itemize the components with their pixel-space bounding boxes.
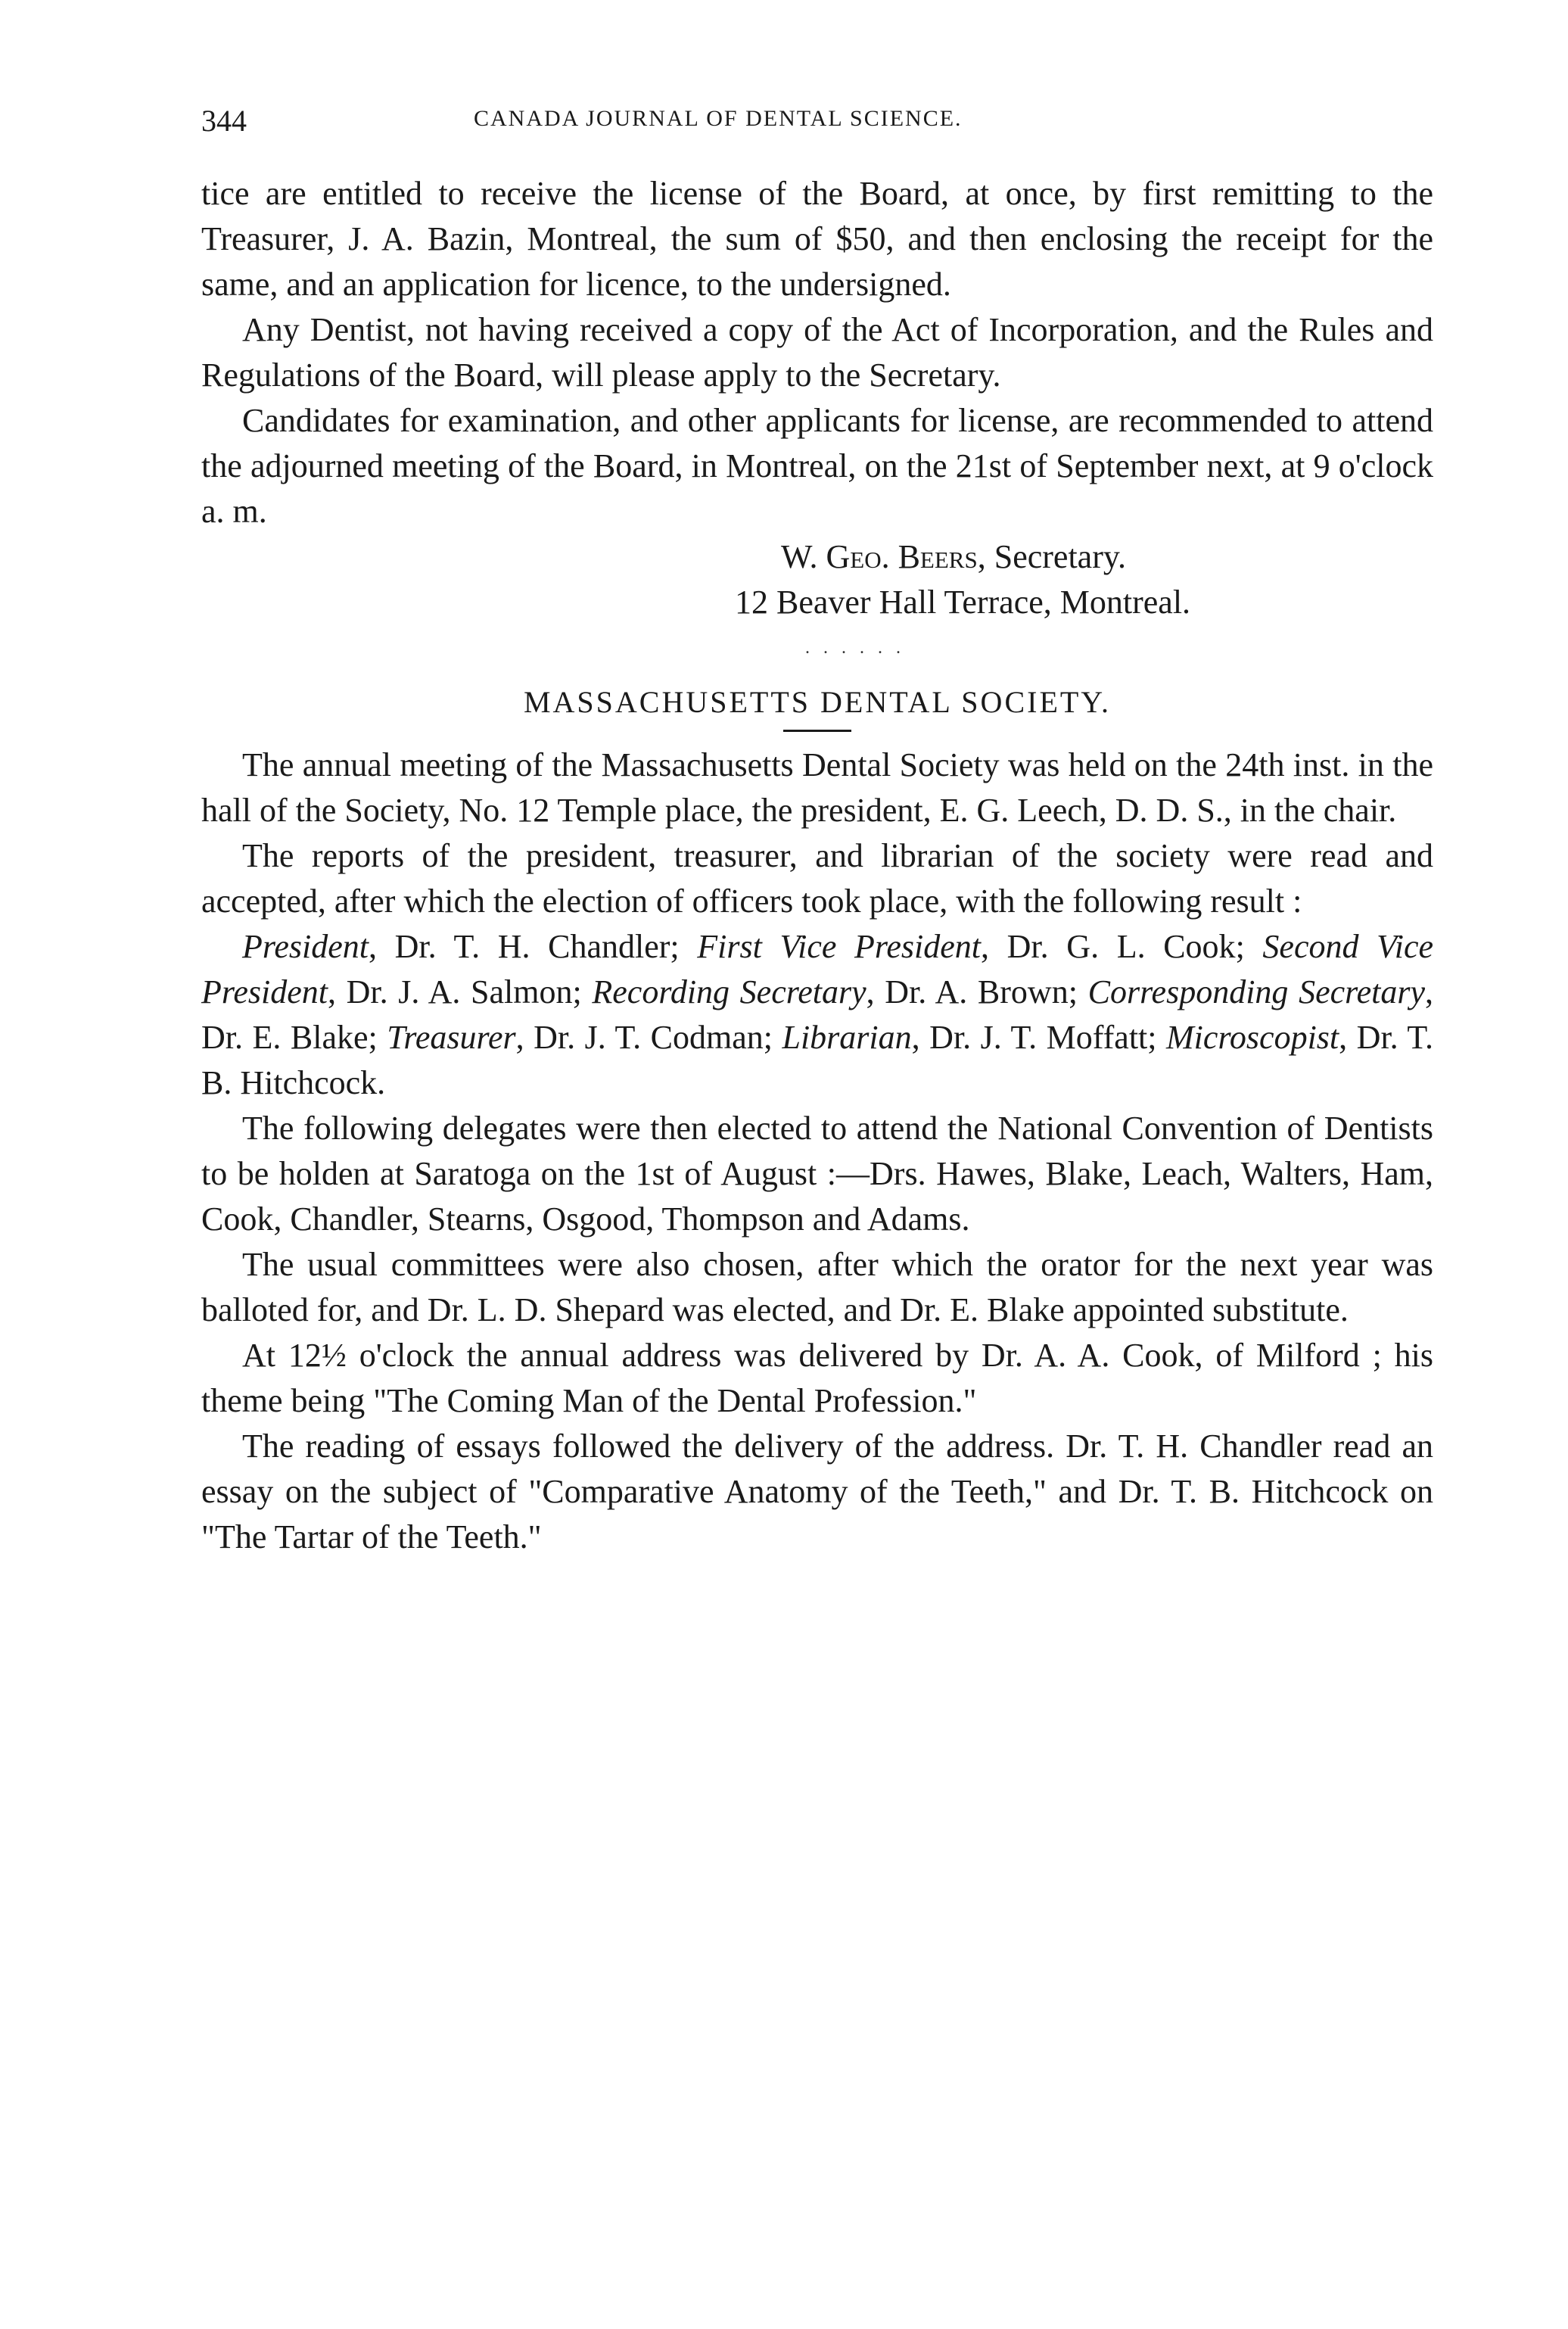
- officer-role: Corresponding Secretary: [1087, 973, 1426, 1010]
- heading-rule: [783, 730, 851, 732]
- officer-name: Dr. A. Brown: [885, 973, 1069, 1010]
- officer-role: Librarian: [782, 1019, 912, 1056]
- signature-line: [781, 534, 1433, 580]
- officer-role: Second Vice President: [201, 928, 1434, 1010]
- officer-role: Treasurer: [387, 1019, 516, 1056]
- document-page: [201, 98, 1433, 1560]
- society-section: [201, 743, 1433, 1560]
- officer-role: Recording Secretary: [592, 973, 866, 1010]
- society-paragraph: The following delegates were then elected to attend the National Convention of Dentists to be holden at Saratoga on the 1st of August :—Drs. Hawes, Blake, Leach, Walters, Ham, Cook, Chandler, Stearns, Osgood, Thompson and Adams.: [201, 1110, 1433, 1238]
- officer-name: Dr. G. L. Cook: [1006, 928, 1236, 965]
- society-paragraph: The annual meeting of the Massachusetts Dental Society was held on the 24th inst. in the hall of the Society, No. 12 Temple place, the president, E. G. Leech, D. D. S., in the chair.: [201, 746, 1433, 829]
- signature-name: W. Geo. Beers: [781, 538, 978, 575]
- officer-name: Dr. J. T. Codman: [534, 1019, 764, 1056]
- officer-role: Microscopist: [1166, 1019, 1339, 1056]
- society-paragraph: The reports of the president, treasurer, and librarian of the society were read and accepted, after which the election of officers took place, with the following result :: [201, 837, 1433, 920]
- separator-dots: . . . . . .: [805, 638, 905, 658]
- notice-paragraph: tice are entitled to receive the license of the Board, at once, by first remitting to the Treasurer, J. A. Bazin, Montreal, the sum of $50, and then enclosing the receipt for the same, and an application for licence, to the undersigned.: [201, 175, 1433, 303]
- officer-name: Dr. J. A. Salmon: [346, 973, 573, 1010]
- officer-name: Dr. T. H. Chandler: [394, 928, 670, 965]
- notice-section: [201, 171, 1433, 534]
- notice-paragraph: Candidates for examination, and other applicants for license, are recommended to attend the adjourned meeting of the Board, in Montreal, on the 21st of September next, at 9 o'clock a. m.: [201, 402, 1433, 530]
- society-paragraph: At 12½ o'clock the annual address was delivered by Dr. A. A. Cook, of Milford ; his theme being "The Coming Man of the Dental Profession.": [201, 1337, 1433, 1419]
- officer-name: Dr. T. B. Hitchcock.: [201, 1019, 1434, 1101]
- officer-role: First Vice President: [697, 928, 982, 965]
- notice-paragraph: Any Dentist, not having received a copy of the Act of Incorporation, and the Rules and Regulations of the Board, will please apply to the Secretary.: [201, 311, 1433, 394]
- section-heading: MASSACHUSETTS DENTAL SOCIETY.: [523, 685, 1112, 719]
- signature-title: , Secretary.: [977, 538, 1126, 575]
- society-paragraph: The usual committees were also chosen, after which the orator for the next year was balloted for, and Dr. L. D. Shepard was elected, and Dr. E. Blake appointed substitute.: [201, 1246, 1433, 1328]
- officer-name: Dr. J. T. Moffatt: [929, 1019, 1148, 1056]
- page-number: 344: [201, 104, 247, 138]
- journal-title: CANADA JOURNAL OF DENTAL SCIENCE.: [474, 106, 963, 131]
- officers-list: President, Dr. T. H. Chandler; First Vice President, Dr. G. L. Cook; Second Vice President, Dr. J. A. Salmon; Recording Secretary, Dr. A. Brown; Corresponding Secretary, Dr. E. Blake; Treasurer, Dr. J. T. Codman; Librarian, Dr. J. T. Moffatt; Microscopist, Dr. T. B. Hitchcock.: [201, 928, 1434, 1101]
- officer-name: Dr. E. Blake: [201, 1019, 369, 1056]
- officer-role: President: [242, 928, 369, 965]
- signature-address: 12 Beaver Hall Terrace, Montreal.: [735, 584, 1191, 621]
- running-head: [201, 98, 1433, 151]
- society-paragraph: The reading of essays followed the delivery of the address. Dr. T. H. Chandler read an essay on the subject of "Comparative Anatomy of the Teeth," and Dr. T. B. Hitchcock on "The Tartar of the Teeth.": [201, 1428, 1433, 1555]
